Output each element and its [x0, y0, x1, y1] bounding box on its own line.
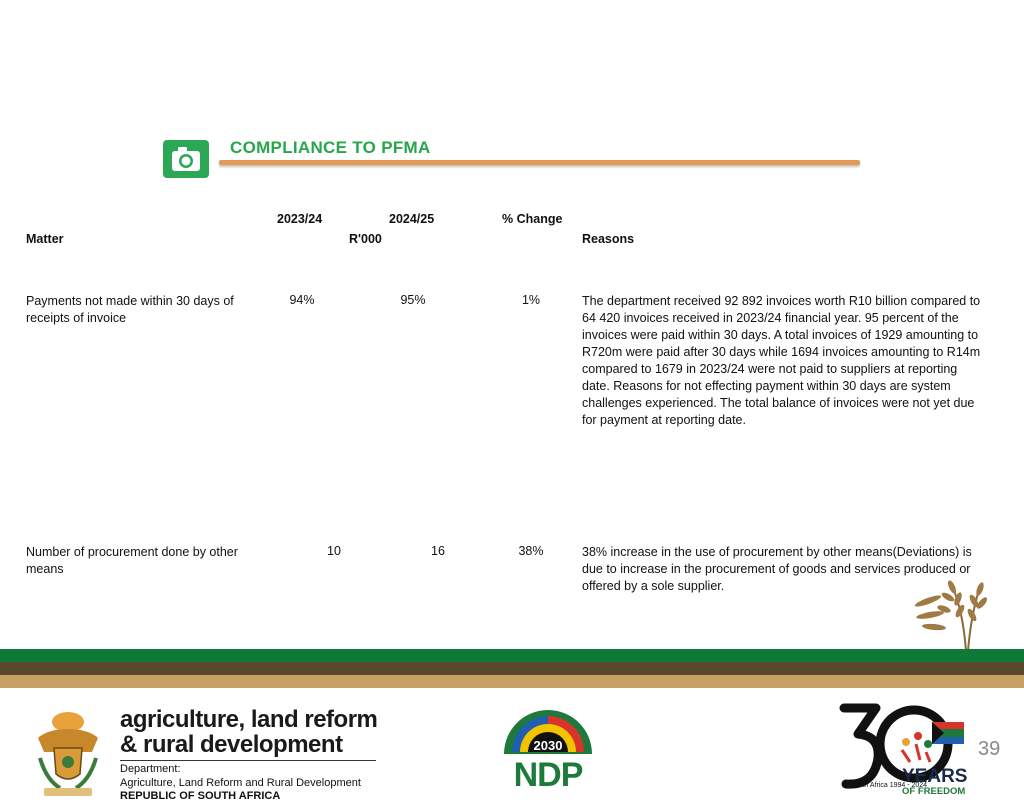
- page-number: 39: [978, 738, 1001, 760]
- footer-stripe-green: [0, 649, 1024, 662]
- table-row-matter: Payments not made within 30 days of receipts of invoice: [26, 294, 234, 325]
- header-unit: R'000: [349, 232, 382, 246]
- freedom-text: OF FREEDOM: [902, 786, 966, 797]
- row1-reason: The department received 92 892 invoices worth R10 billion compared to 64 420 invoices received in 2023/24 financial year. 95 percent of the invoices were paid within 30 days. A total invoices of 1929 amounting to R720m were paid after 30 days while 1694 invoices amounting to R14m compared to 1679 in 2023/24 were not paid to suppliers at reporting date. Reasons for not effecting payment within 30 days are system challenges experienced. The total balance of invoices were not yet due for payment at reporting date.: [582, 294, 981, 427]
- footer-stripe-brown: [0, 662, 1024, 675]
- row2-year1: 10: [327, 544, 341, 558]
- header-matter: Matter: [26, 232, 64, 246]
- header-reasons: Reasons: [582, 232, 635, 246]
- page-title: COMPLIANCE TO PFMA: [230, 138, 431, 157]
- ndp-2030-logo: [498, 702, 598, 796]
- table-row-matter: Number of procurement done by other means: [26, 545, 238, 576]
- row1-year2: 95%: [400, 293, 426, 307]
- dept-label: Department:: [120, 763, 181, 775]
- footer-stripe-tan: [0, 675, 1024, 688]
- coat-of-arms-logo: [30, 708, 106, 805]
- row1-change: 1%: [521, 293, 541, 307]
- ndp-text: NDP: [513, 756, 583, 794]
- dept-name-line2: & rural development: [120, 731, 343, 758]
- row2-reason: 38% increase in the use of procurement by other means(Deviations) is due to increase in the procurement of goods and services produced or offered by a sole supplier.: [582, 545, 972, 593]
- header-change: % Change: [502, 212, 563, 226]
- header-year2: 2024/25: [389, 212, 435, 226]
- ndp-year: 2030: [533, 738, 563, 753]
- years-text: YEARS: [902, 766, 968, 787]
- ring-text: South Africa 1994 - 2024: [850, 782, 928, 789]
- header-year1: 2023/24: [277, 212, 323, 226]
- dept-name-line1: agriculture, land reform: [120, 706, 378, 733]
- camera-icon: [163, 140, 209, 178]
- row1-year1: 94%: [289, 293, 315, 307]
- thirty-years-logo: [832, 700, 972, 800]
- country-name: REPUBLIC OF SOUTH AFRICA: [120, 790, 281, 802]
- wheat-icon: [908, 565, 988, 658]
- row2-change: 38%: [518, 544, 544, 558]
- title-underline: [219, 160, 860, 165]
- row2-year2: 16: [431, 544, 445, 558]
- dept-divider: [120, 760, 376, 761]
- dept-full-name: Agriculture, Land Reform and Rural Development: [120, 777, 361, 789]
